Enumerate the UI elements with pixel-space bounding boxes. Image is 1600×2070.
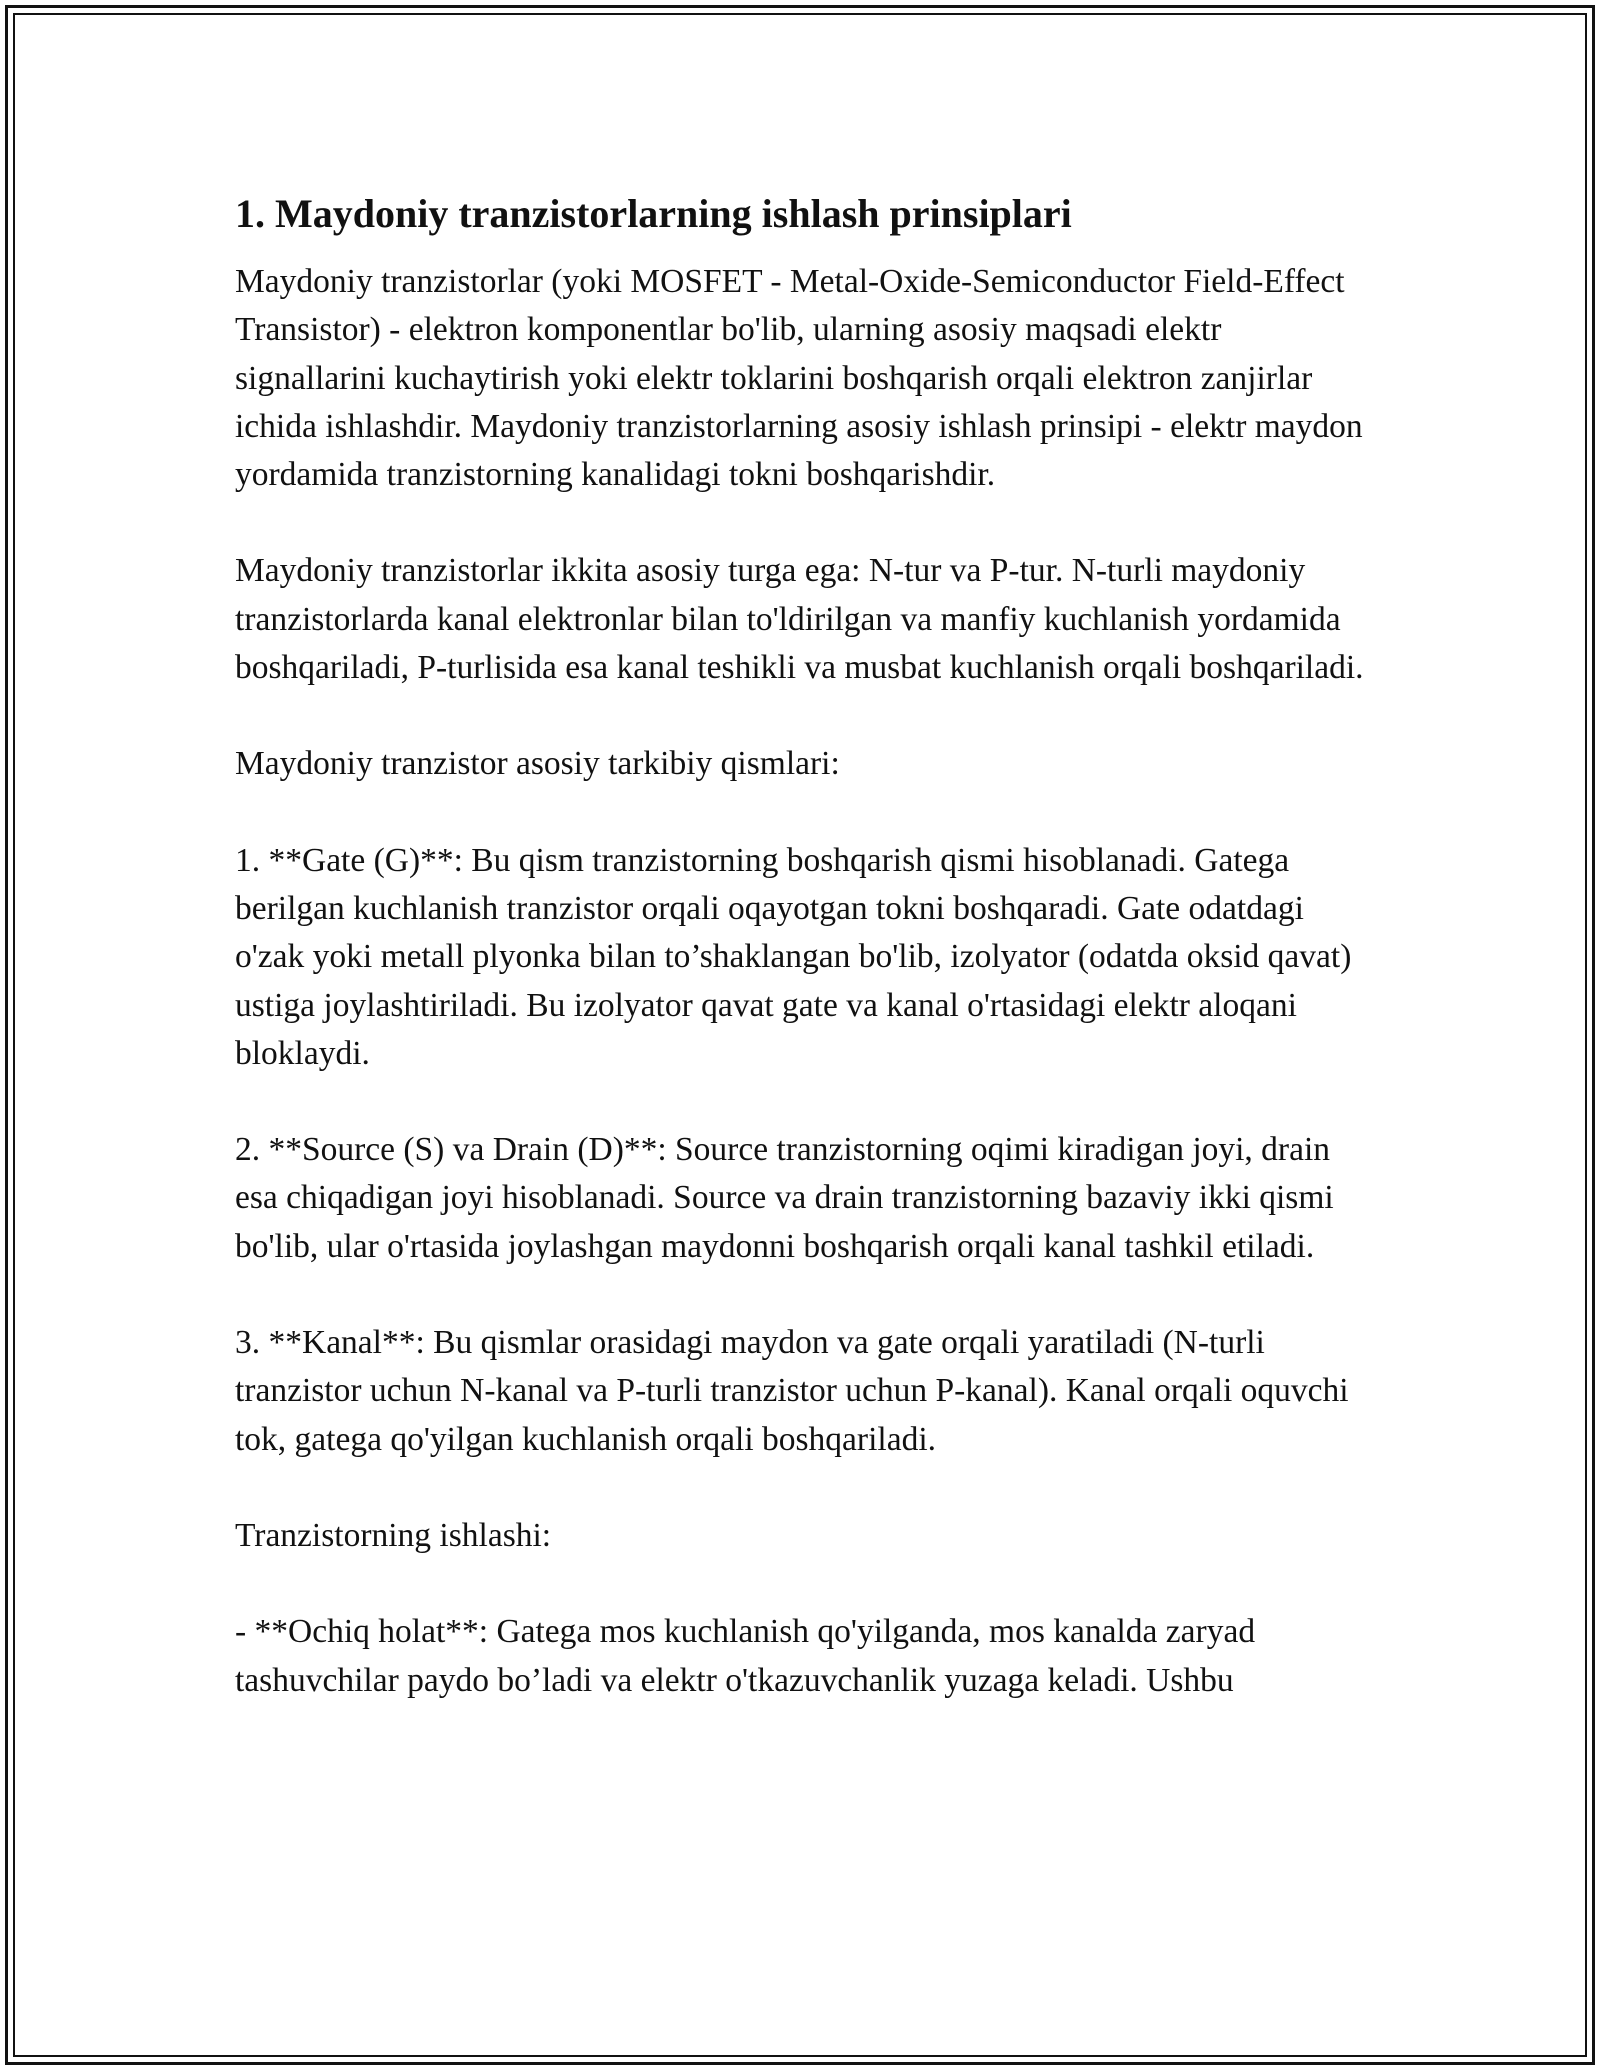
document-body <box>235 188 1365 1705</box>
paragraph-channel: 3. **Kanal**: Bu qismlar orasidagi maydon va gate orqali yaratiladi (N-turli tranzistor uchun N-kanal va P-turli tranzistor uchun P-kanal). Kanal orqali oquvchi tok, gatega qo'yilgan kuchlanish orqali boshqariladi. <box>235 1324 1349 1458</box>
paragraph-source-drain: 2. **Source (S) va Drain (D)**: Source tranzistorning oqimi kiradigan joyi, drain esa chiqadigan joyi hisoblanadi. Source va drain tranzistorning bazaviy ikki qismi bo'lib, ular o'rtasida joylashgan maydonni boshqarish orqali kanal tashkil etiladi. <box>235 1131 1334 1265</box>
page-title: 1. Maydoniy tranzistorlarning ishlash prinsiplari <box>235 191 1072 236</box>
paragraph-intro: Maydoniy tranzistorlar (yoki MOSFET - Metal-Oxide-Semiconductor Field-Effect Transistor) - elektron komponentlar bo'lib, ularning asosiy maqsadi elektr signallarini kuchaytirish yoki elektr toklarini boshqarish orqali elektron zanjirlar ichida ishlashdir. Maydoniy tranzistorlarning asosiy ishlash prinsipi - elektr maydon yordamida tranzistorning kanalidagi tokni boshqarishdir. <box>235 263 1363 494</box>
paragraph-components-heading: Maydoniy tranzistor asosiy tarkibiy qismlari: <box>235 745 840 783</box>
paragraph-types: Maydoniy tranzistorlar ikkita asosiy turga ega: N-tur va P-tur. N-turli maydoniy tranzistorlarda kanal elektronlar bilan to'ldirilgan va manfiy kuchlanish yordamida boshqariladi, P-turlisida esa kanal teshikli va musbat kuchlanish orqali boshqariladi. <box>235 552 1364 687</box>
paragraph-open-state: - **Ochiq holat**: Gatega mos kuchlanish qo'yilganda, mos kanalda zaryad tashuvchilar paydo bo’ladi va elektr o'tkazuvchanlik yuzaga keladi. Ushbu <box>235 1613 1256 1699</box>
paragraph-gate: 1. **Gate (G)**: Bu qism tranzistorning boshqarish qismi hisoblanadi. Gatega berilgan kuchlanish tranzistor orqali oqayotgan tokni boshqaradi. Gate odatdagi o'zak yoki metall plyonka bilan to’shaklangan bo'lib, izolyator (odatda oksid qavat) ustiga joylashtiriladi. Bu izolyator qavat gate va kanal o'rtasidagi elektr aloqani bloklaydi. <box>235 841 1352 1072</box>
paragraph-operation-heading: Tranzistorning ishlashi: <box>235 1516 552 1554</box>
